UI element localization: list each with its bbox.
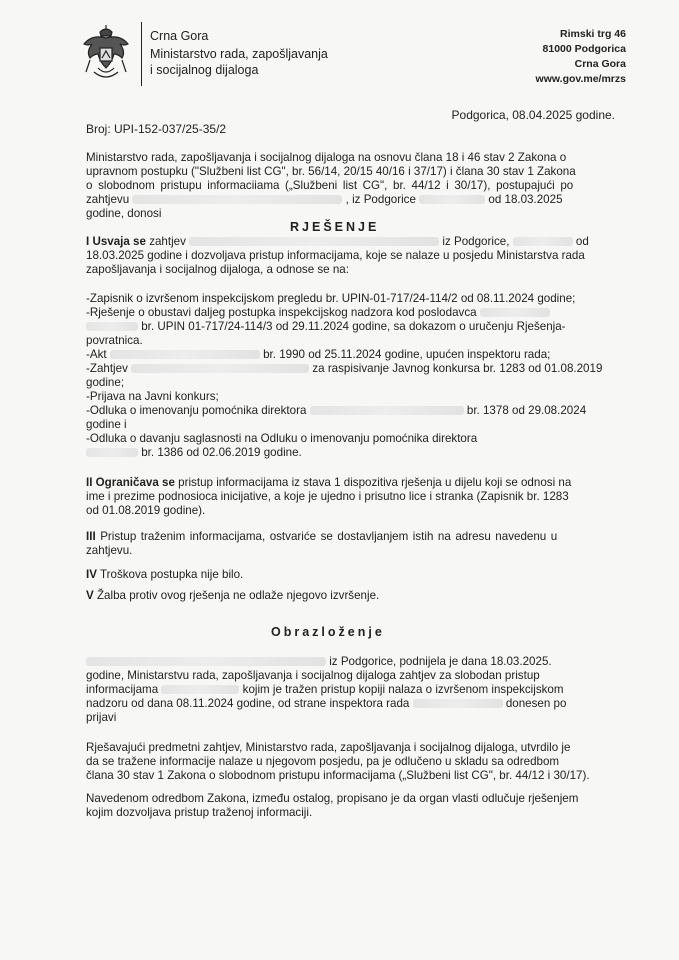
section-1-text: zahtjev: [149, 235, 186, 248]
reasoning-text: iz Podgorice, podnijela je dana 18.03.2025.: [329, 655, 552, 668]
list-item: [86, 306, 550, 319]
section-3-line: [86, 530, 557, 543]
section-1-line: 18.03.2025 godine i dozvoljava pristup informacijama, koje se nalaze u posjedu Ministarstva rada: [86, 249, 585, 262]
intro-line: [86, 193, 563, 206]
list-item: [86, 446, 302, 459]
section-4-text: Troškova postupka nije bilo.: [99, 568, 244, 581]
place-date: Podgorica, 08.04.2025 godine.: [451, 108, 615, 122]
redacted-text: [131, 364, 309, 373]
section-2-line: [86, 476, 571, 489]
section-5-text: Žalba protiv ovog rješenja ne odlaže njegovo izvršenje.: [96, 589, 380, 602]
redacted-text: [480, 308, 550, 317]
section-2-line: od 01.08.2019 godine).: [86, 504, 206, 517]
reasoning-line: prijavi: [86, 711, 117, 724]
section-1-text: od: [575, 235, 589, 248]
list-item-text: -Odluka o imenovanju pomoćnika direktora: [86, 404, 307, 417]
list-item: godine;: [86, 376, 125, 389]
coat-of-arms-icon: [78, 24, 134, 86]
section-2-heading: II Ograničava se: [86, 476, 175, 489]
org-name-line2: Ministarstvo rada, zapošljavanja: [150, 47, 328, 61]
list-item: [86, 348, 550, 361]
redacted-text: [419, 195, 485, 204]
list-item-text: -Zahtjev: [86, 362, 128, 375]
reference-number: Broj: UPI-152-037/25-35/2: [86, 122, 227, 136]
reasoning-title: Obrazloženje: [271, 625, 385, 639]
reasoning-line: [86, 683, 564, 696]
intro-text: , iz Podgorice: [345, 193, 416, 206]
list-item-text: br. 1990 od 25.11.2024 godine, upućen inspektoru rada;: [263, 348, 551, 361]
reasoning-text: kojim je tražen pristup kopiji nalaza o izvršenom inspekcijskom: [242, 683, 564, 696]
intro-text: zahtjevu: [86, 193, 130, 206]
redacted-text: [86, 322, 138, 331]
reasoning-line: kojim dozvoljava pristup traženoj informaciji.: [86, 806, 313, 819]
address-country: Crna Gora: [574, 58, 626, 70]
section-1-heading: I Usvaja se: [86, 235, 146, 248]
header-divider: [141, 22, 142, 86]
redacted-name: [86, 657, 326, 666]
list-item: godine i: [86, 418, 127, 431]
section-1-text: iz Podgorice,: [442, 235, 510, 248]
redacted-text: [110, 350, 260, 359]
redacted-text: [513, 237, 573, 246]
address-city: 81000 Podgorica: [542, 43, 626, 55]
org-address: [536, 27, 626, 87]
redacted-text: [161, 685, 239, 694]
reasoning-text: donesen po: [505, 697, 567, 710]
address-street: Rimski trg 46: [560, 28, 626, 40]
redacted-name: [189, 237, 439, 246]
section-2-line: ime i prezime podnosioca inicijative, a koje je ujedno i prisutno lice i stranka (Zapisnik br. 1283: [86, 490, 569, 503]
redacted-text: [310, 406, 464, 415]
intro-text: od 18.03.2025: [488, 193, 563, 206]
org-name-line1: Crna Gora: [150, 29, 209, 43]
list-item-text: br. 1386 od 02.06.2019 godine.: [141, 446, 302, 459]
list-item-text: -Rješenje o obustavi daljeg postupka inspekcijskog nadzora kod poslodavca: [86, 306, 477, 319]
section-3-heading: III: [86, 530, 96, 543]
redacted-name: [132, 195, 342, 204]
section-3-line: zahtjevu.: [86, 544, 133, 557]
list-item: -Prijava na Javni konkurs;: [86, 390, 219, 403]
reasoning-line: člana 30 stav 1 Zakona o slobodnom pristupu informacijama („Službeni list CG", br. 44/12 i 30/17).: [86, 769, 590, 782]
list-item: -Zapisnik o izvršenom inspekcijskom pregledu br. UPIN-01-717/24-114/2 od 08.11.2024 godine;: [86, 292, 576, 305]
section-1-line: zapošljavanja i socijalnog dijaloga, a odnose se na:: [86, 263, 349, 276]
list-item: [86, 362, 602, 375]
section-1-line: [86, 235, 589, 248]
intro-line: godine, donosi: [86, 207, 162, 220]
reasoning-line: Rješavajući predmetni zahtjev, Ministarstvo rada, zapošljavanja i socijalnog dijaloga, utvrdilo je: [86, 741, 571, 754]
intro-line: o slobodnom pristupu informaciiama („Službeni list CG", br. 44/12 i 30/17), postupajući po: [86, 179, 574, 192]
list-item-text: -Akt: [86, 348, 107, 361]
reasoning-line: godine, Ministarstvu rada, zapošljavanja i socijalnog dijaloga zahtjev za slobodan pristup: [86, 669, 540, 682]
reasoning-text: informacijama: [86, 683, 159, 696]
section-4-line: [86, 568, 243, 581]
list-item: [86, 320, 566, 333]
reasoning-text: nadzoru od dana 08.11.2024 godine, od strane inspektora rada: [86, 697, 410, 710]
reasoning-line: [86, 697, 566, 710]
list-item-text: za raspisivanje Javnog konkursa br. 1283 od 01.08.2019: [312, 362, 603, 375]
reasoning-line: [86, 655, 552, 668]
section-2-text: pristup informacijama iz stava 1 dispozitiva rješenja u dijelu koji se odnosi na: [178, 476, 572, 489]
list-item: -Odluka o davanju saglasnosti na Odluku o imenovanju pomoćnika direktora: [86, 432, 478, 445]
list-item: [86, 404, 586, 417]
org-name-line3: i socijalnog dijaloga: [150, 63, 259, 77]
decision-title: RJEŠENJE: [290, 220, 380, 234]
reasoning-line: Navedenom odredbom Zakona, između ostalog, propisano je da organ vlasti odlučuje rješenjem: [86, 792, 579, 805]
address-website: www.gov.me/mrzs: [535, 73, 626, 85]
reasoning-line: da se tražene informacije nalaze u njegovom posjedu, pa je odlučeno u skladu sa odredbom: [86, 755, 560, 768]
section-4-heading: IV: [86, 568, 97, 581]
redacted-name: [413, 699, 503, 708]
list-item-text: br. UPIN 01-717/24-114/3 od 29.11.2024 godine, sa dokazom o uručenju Rješenja-: [141, 320, 566, 333]
section-3-text: Pristup traženim informacijama, ostvariće se dostavljanjem istih na adresu navedenu u: [100, 530, 558, 543]
redacted-text: [86, 448, 138, 457]
intro-line: Ministarstvo rada, zapošljavanja i socijalnog dijaloga na osnovu člana 18 i 46 stav 2 Zakona o: [86, 151, 567, 164]
intro-line: upravnom postupku ("Službeni list CG", br. 56/14, 20/15 40/16 i 37/17) i člana 30 stav 1 Zakona: [86, 165, 576, 178]
section-5-heading: V: [86, 589, 94, 602]
section-5-line: [86, 589, 379, 602]
list-item-text: br. 1378 od 29.08.2024: [466, 404, 587, 417]
list-item: povratnica.: [86, 334, 143, 347]
